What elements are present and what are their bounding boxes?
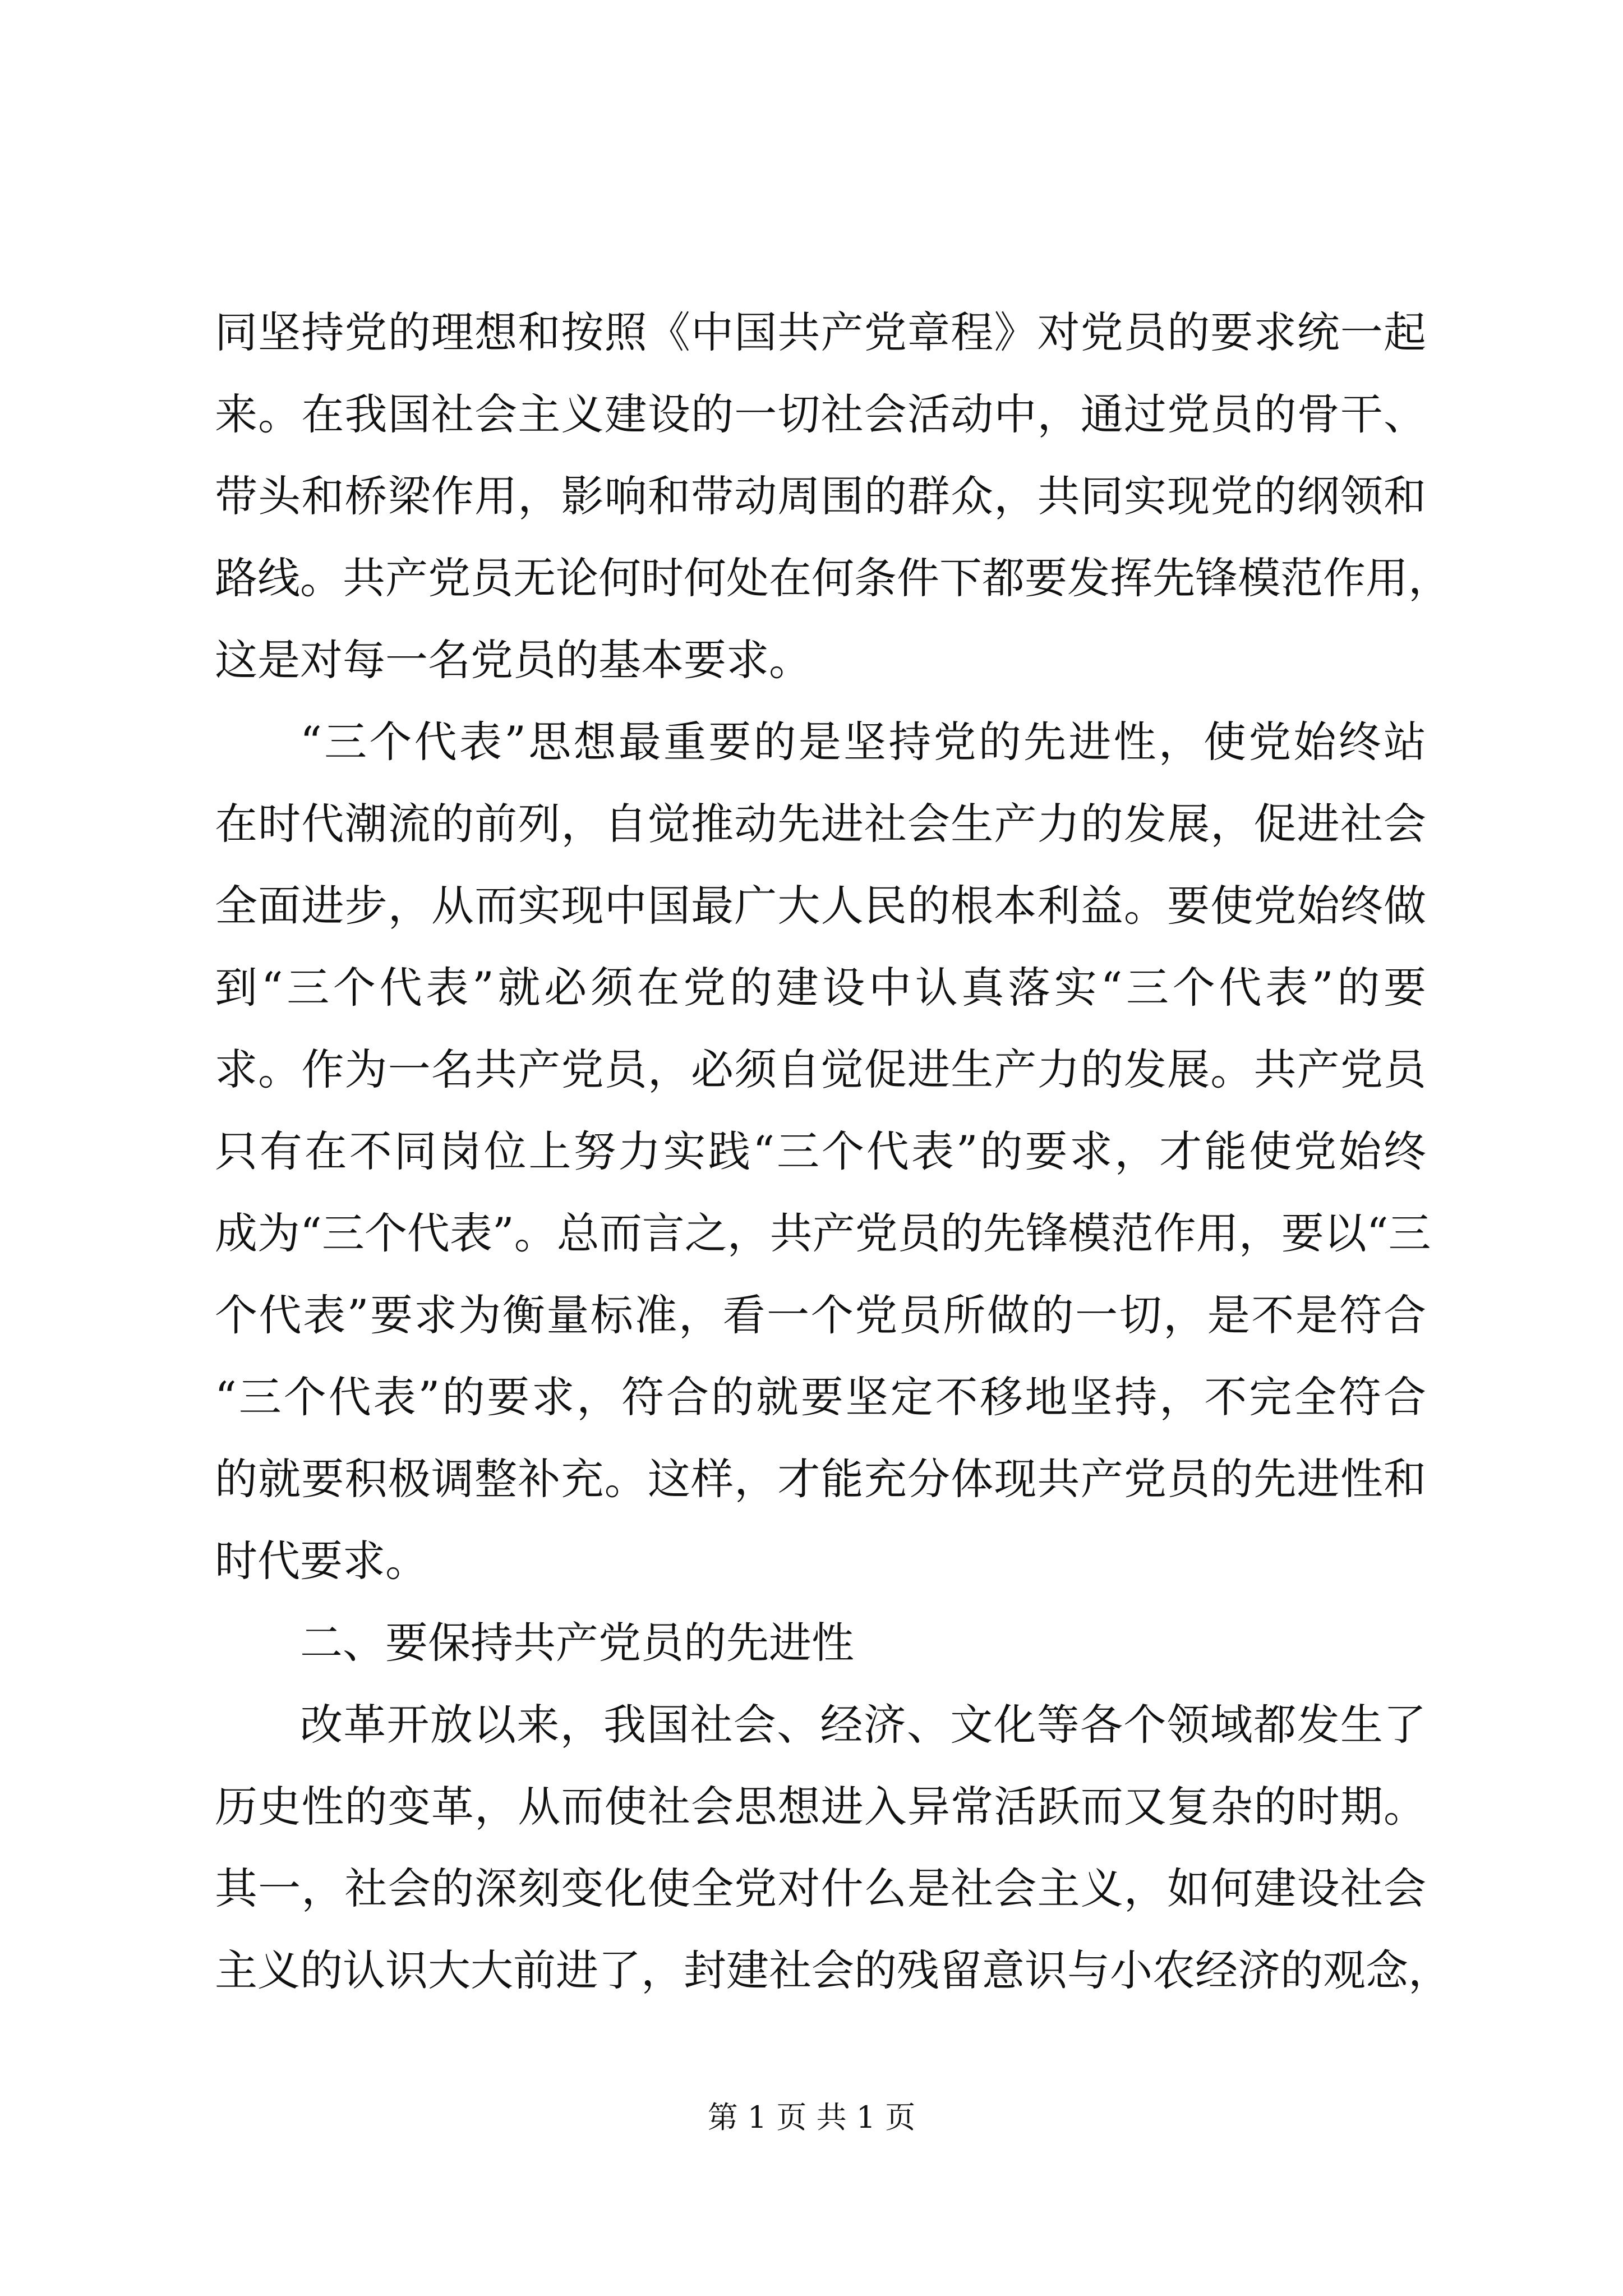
- text-line: 历史性的变革，从而使社会思想进入异常活跃而又复杂的时期。: [215, 1782, 1426, 1832]
- section-heading: 二、要保持共产党员的先进性: [300, 1618, 854, 1668]
- text-line: 到“三个代表”就必须在党的建设中认真落实“三个代表”的要: [215, 963, 1426, 1013]
- page-number-footer: 第 1 页 共 1 页: [707, 2100, 916, 2135]
- text-line: 这是对每一名党员的基本要求。: [215, 635, 811, 685]
- text-line: 主义的认识大大前进了，封建社会的残留意识与小农经济的观念，: [215, 1945, 1451, 1995]
- text-line: 只有在不同岗位上努力实践“三个代表”的要求，才能使党始终: [215, 1126, 1426, 1176]
- text-line: 个代表”要求为衡量标准，看一个党员所做的一切，是不是符合: [215, 1290, 1426, 1340]
- text-line: “三个代表”的要求，符合的就要坚定不移地坚持，不完全符合: [215, 1372, 1426, 1422]
- text-line: 时代要求。: [215, 1536, 428, 1586]
- text-line: 路线。共产党员无论何时何处在何条件下都要发挥先锋模范作用，: [215, 553, 1451, 603]
- text-line: 的就要积极调整补充。这样，才能充分体现共产党员的先进性和: [215, 1454, 1426, 1504]
- body-text: [215, 292, 1451, 2012]
- text-line: 来。在我国社会主义建设的一切社会活动中，通过党员的骨干、: [215, 389, 1426, 439]
- text-line: 改革开放以来，我国社会、经济、文化等各个领域都发生了: [300, 1700, 1426, 1750]
- text-line: 其一，社会的深刻变化使全党对什么是社会主义，如何建设社会: [215, 1864, 1426, 1913]
- text-line: 同坚持党的理想和按照《中国共产党章程》对党员的要求统一起: [215, 307, 1426, 357]
- text-line: 全面进步，从而实现中国最广大人民的根本利益。要使党始终做: [215, 881, 1426, 931]
- text-line: 成为“三个代表”。总而言之，共产党员的先锋模范作用，要以“三: [215, 1208, 1431, 1258]
- text-line: 带头和桥梁作用，影响和带动周围的群众，共同实现党的纲领和: [215, 471, 1426, 521]
- text-line: 在时代潮流的前列，自觉推动先进社会生产力的发展，促进社会: [215, 799, 1426, 849]
- text-line: 求。作为一名共产党员，必须自觉促进生产力的发展。共产党员: [215, 1045, 1426, 1094]
- text-line: “三个代表”思想最重要的是坚持党的先进性，使党始终站: [300, 717, 1426, 767]
